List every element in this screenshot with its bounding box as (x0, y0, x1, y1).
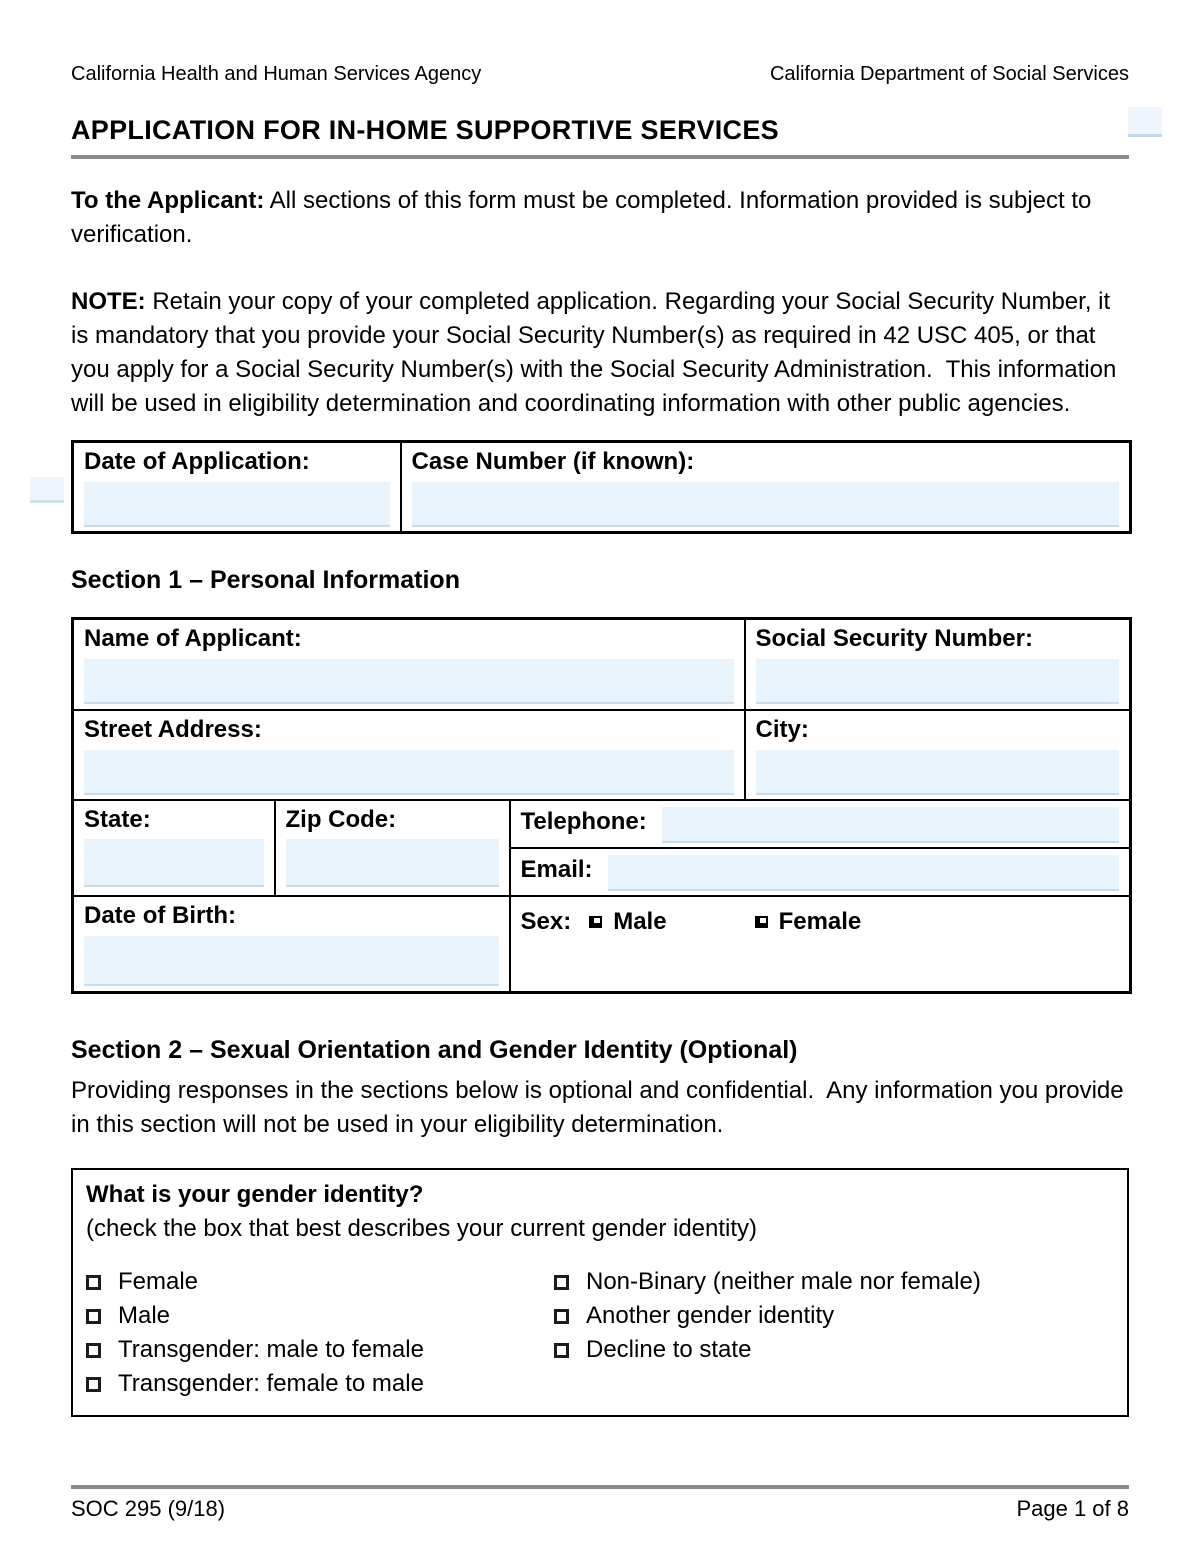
gender-another-identity-checkbox[interactable] (554, 1309, 569, 1324)
personal-info-table (71, 617, 1132, 994)
street-address-field[interactable] (84, 750, 734, 795)
name-label: Name of Applicant: (84, 625, 302, 652)
date-of-birth-cell (73, 896, 510, 993)
applicant-instructions-lead: To the Applicant: (71, 187, 265, 214)
case-number-label: Case Number (if known): (411, 448, 695, 475)
gender-option-label: Female (118, 1268, 199, 1295)
case-number-cell (401, 442, 1131, 533)
telephone-cell (510, 800, 1131, 848)
sex-cell (510, 896, 1131, 993)
gender-option-label: Another gender identity (586, 1302, 835, 1329)
page-footer (71, 1476, 1129, 1522)
gender-transgender-ftm-checkbox[interactable] (86, 1377, 101, 1392)
gender-option-transgender-ftm (86, 1367, 554, 1401)
gender-option-another-identity (554, 1299, 1114, 1333)
case-number-field[interactable] (412, 482, 1120, 527)
email-label: Email: (520, 855, 593, 883)
gender-identity-box (71, 1168, 1129, 1417)
section2-heading: Section 2 – Sexual Orientation and Gender Identity (Optional) (71, 1036, 798, 1064)
zip-code-cell (275, 800, 510, 896)
gender-transgender-mtf-checkbox[interactable] (86, 1343, 101, 1358)
gender-male-checkbox[interactable] (86, 1309, 101, 1324)
name-cell (73, 619, 745, 710)
ssn-cell (745, 619, 1131, 710)
header-agency: California Health and Human Services Agency (71, 63, 482, 85)
date-case-table (71, 440, 1132, 534)
page-number: Page 1 of 8 (1016, 1496, 1129, 1521)
page-header (71, 0, 1129, 86)
date-of-birth-field[interactable] (84, 936, 499, 986)
city-cell (745, 710, 1131, 800)
gender-option-male (86, 1299, 554, 1333)
gender-option-label: Non-Binary (neither male nor female) (586, 1268, 981, 1295)
date-of-application-cell (73, 442, 401, 533)
gender-question: What is your gender identity? (86, 1181, 424, 1208)
gender-option-label: Transgender: female to male (118, 1370, 424, 1397)
page-title: APPLICATION FOR IN-HOME SUPPORTIVE SERVICES (71, 115, 779, 145)
ssn-label: Social Security Number: (755, 625, 1033, 652)
footer-rule (71, 1485, 1129, 1489)
date-of-birth-label: Date of Birth: (84, 901, 236, 929)
title-rule (71, 155, 1129, 159)
gender-option-label: Male (118, 1302, 171, 1329)
note-text: Retain your copy of your completed application. Regarding your Social Security Number, it is mandatory that you provide your Social Security Number(s) as required in 42 USC 405, or that you apply for a Social Security Number(s) with the Social Security Administration. This information will be used in eligibility determination and coordinating information with other public agencies. (71, 288, 1123, 417)
date-of-application-field[interactable] (84, 482, 390, 527)
gender-non-binary-checkbox[interactable] (554, 1275, 569, 1290)
gender-option-transgender-mtf (86, 1333, 554, 1367)
state-cell (73, 800, 275, 896)
female-label: Female (778, 907, 862, 935)
gender-option-non-binary (554, 1265, 1114, 1299)
zip-code-field[interactable] (286, 839, 499, 887)
city-field[interactable] (756, 750, 1120, 795)
margin-form-field-left[interactable] (30, 477, 64, 503)
state-field[interactable] (84, 839, 264, 887)
gender-options-right-column (554, 1265, 1114, 1401)
female-checkbox[interactable] (755, 916, 768, 928)
ssn-field[interactable] (756, 659, 1120, 704)
date-of-application-label: Date of Application: (84, 448, 310, 475)
applicant-instructions (71, 184, 1129, 252)
gender-decline-to-state-checkbox[interactable] (554, 1343, 569, 1358)
applicant-instructions-text: All sections of this form must be completed. Information provided is subject to verification. (71, 187, 1099, 248)
email-field[interactable] (608, 855, 1119, 891)
zip-code-label: Zip Code: (285, 805, 397, 833)
margin-form-field-top-right[interactable] (1128, 107, 1162, 137)
street-address-cell (73, 710, 745, 800)
sex-label: Sex: (520, 907, 572, 935)
name-of-applicant-field[interactable] (84, 659, 734, 704)
male-checkbox[interactable] (589, 916, 602, 928)
city-label: City: (755, 715, 809, 743)
email-cell (510, 848, 1131, 896)
gender-option-decline-to-state (554, 1333, 1114, 1367)
form-number: SOC 295 (9/18) (71, 1496, 226, 1521)
header-department: California Department of Social Services (769, 63, 1129, 85)
telephone-label: Telephone: (520, 807, 647, 835)
gender-female-checkbox[interactable] (86, 1275, 101, 1290)
telephone-field[interactable] (662, 807, 1119, 843)
gender-option-female (86, 1265, 554, 1299)
gender-instruction: (check the box that best describes your current gender identity) (86, 1215, 758, 1242)
note-paragraph (71, 285, 1129, 421)
note-lead: NOTE: (71, 288, 146, 315)
gender-options-left-column (86, 1265, 554, 1401)
gender-option-label: Decline to state (586, 1336, 752, 1363)
male-label: Male (613, 907, 667, 935)
state-label: State: (84, 805, 151, 833)
street-address-label: Street Address: (84, 715, 262, 743)
gender-option-label: Transgender: male to female (118, 1336, 424, 1363)
gender-options (86, 1265, 1114, 1401)
section1-heading: Section 1 – Personal Information (71, 566, 460, 594)
section2-intro: Providing responses in the sections below is optional and confidential. Any information you provide in this section will not be used in your eligibility determination. (71, 1077, 1131, 1138)
